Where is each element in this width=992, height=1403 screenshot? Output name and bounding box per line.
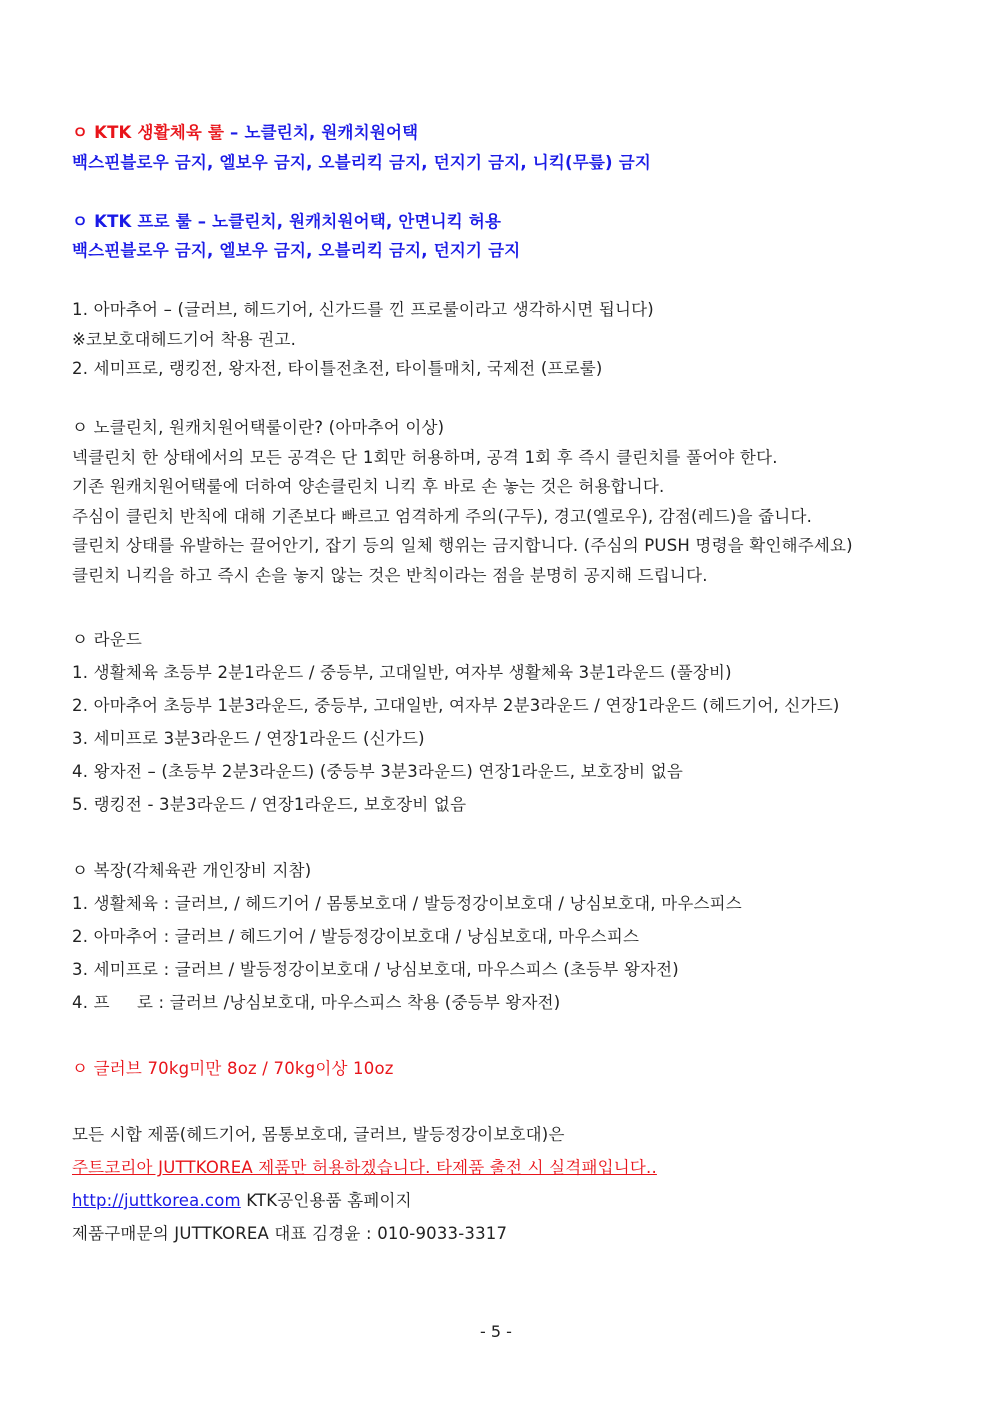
clinch-line: 클린치 니킥을 하고 즉시 손을 놓지 않는 것은 반칙이라는 점을 분명히 공지해 드립니다. xyxy=(72,565,708,585)
page-number: - 5 - xyxy=(480,1322,512,1341)
equipment-notice: 모든 시합 제품(헤드기어, 몸통보호대, 글러브, 발등정강이보호대)은 xyxy=(72,1125,565,1144)
attire-section xyxy=(72,854,932,1019)
rounds-item: 4. 왕자전 – (초등부 2분3라운드) (중등부 3분3라운드) 연장1라운드, 보호장비 없음 xyxy=(72,762,683,781)
life-rule-summary: – 노클린치, 원캐치원어택 xyxy=(230,123,419,142)
attire-item: 4. 프 로 : 글러브 /낭심보호대, 마우스피스 착용 (중등부 왕자전) xyxy=(72,993,561,1012)
pro-rule-prohibitions: 백스핀블로우 금지, 엘보우 금지, 오블리킥 금지, 던지기 금지 xyxy=(72,241,521,260)
homepage-link[interactable]: http://juttkorea.com xyxy=(72,1191,241,1210)
attire-item: 1. 생활체육 : 글러브, / 헤드기어 / 몸통보호대 / 발등정강이보호대 / 낭심보호대, 마우스피스 xyxy=(72,894,742,913)
document-page xyxy=(72,118,932,1250)
division-item: 2. 세미프로, 랭킹전, 왕자전, 타이틀전초전, 타이틀매치, 국제전 (프로룰) xyxy=(72,359,603,378)
rounds-item: 2. 아마추어 초등부 1분3라운드, 중등부, 고대일반, 여자부 2분3라운드 / 연장1라운드 (헤드기어, 신가드) xyxy=(72,696,840,715)
clinch-line: 클린치 상태를 유발하는 끌어안기, 잡기 등의 일체 행위는 금지합니다. (주심의 PUSH 명령을 확인해주세요) xyxy=(72,536,853,555)
clinch-heading: ㅇ 노클린치, 원캐치원어택룰이란? (아마추어 이상) xyxy=(72,418,445,437)
rounds-heading: ㅇ 라운드 xyxy=(72,630,143,649)
attire-item: 2. 아마추어 : 글러브 / 헤드기어 / 발등정강이보호대 / 낭심보호대, 마우스피스 xyxy=(72,927,640,946)
division-item: 1. 아마추어 – (글러브, 헤드기어, 신가드를 낀 프로룰이라고 생각하시면 됩니다) xyxy=(72,300,654,319)
rounds-item: 3. 세미프로 3분3라운드 / 연장1라운드 (신가드) xyxy=(72,729,425,748)
rounds-item: 5. 랭킹전 - 3분3라운드 / 연장1라운드, 보호장비 없음 xyxy=(72,795,467,814)
life-rule-title xyxy=(72,118,932,148)
clinch-line: 넥클린치 한 상태에서의 모든 공격은 단 1회만 허용하며, 공격 1회 후 즉시 클린치를 풀어야 한다. xyxy=(72,447,778,467)
equipment-section xyxy=(72,1118,932,1250)
rounds-item: 1. 생활체육 초등부 2분1라운드 / 중등부, 고대일반, 여자부 생활체육 3분1라운드 (풀장비) xyxy=(72,663,732,682)
attire-item: 3. 세미프로 : 글러브 / 발등정강이보호대 / 낭심보호대, 마우스피스 (초등부 왕자전) xyxy=(72,960,679,979)
division-list xyxy=(72,295,932,384)
clinch-line: 주심이 클린치 반칙에 대해 기존보다 빠르고 엄격하게 주의(구두), 경고(엘로우), 감점(레드)을 줍니다. xyxy=(72,506,813,526)
homepage-line xyxy=(72,1184,932,1217)
division-note: ※코보호대헤드기어 착용 권고. xyxy=(72,329,297,349)
clinch-section xyxy=(72,413,932,590)
homepage-label: KTK공인용품 홈페이지 xyxy=(240,1191,412,1210)
life-rule-marker: ㅇ KTK 생활체육 룰 xyxy=(72,123,231,142)
equipment-warning: 주트코리아 JUTTKOREA 제품만 허용하겠습니다. 타제품 출전 시 실격패입니다.. xyxy=(72,1158,657,1177)
purchase-contact: 제품구매문의 JUTTKOREA 대표 김경윤 : 010-9033-3317 xyxy=(72,1224,508,1243)
clinch-line: 기존 원캐치원어택룰에 더하여 양손클린치 니킥 후 바로 손 놓는 것은 허용합니다. xyxy=(72,477,665,496)
attire-heading: ㅇ 복장(각체육관 개인장비 지참) xyxy=(72,861,312,880)
glove-weight-rule: ㅇ 글러브 70kg미만 8oz / 70kg이상 10oz xyxy=(72,1059,394,1078)
pro-rule-title: ㅇ KTK 프로 룰 – 노클린치, 원캐치원어택, 안면니킥 허용 xyxy=(72,211,502,231)
life-rule-prohibitions: 백스핀블로우 금지, 엘보우 금지, 오블리킥 금지, 던지기 금지, 니킥(무릎) 금지 xyxy=(72,152,652,172)
rounds-section xyxy=(72,623,932,821)
